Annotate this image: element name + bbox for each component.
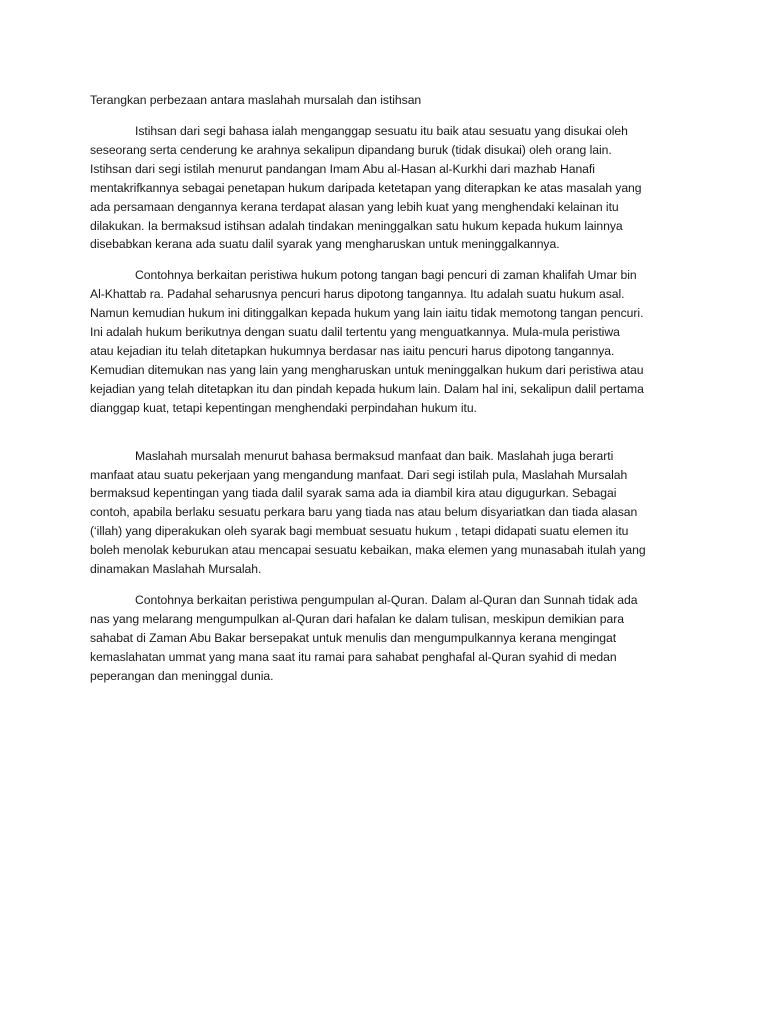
- text-line: Maslahah mursalah menurut bahasa bermaksud manfaat dan baik. Maslahah juga berarti: [135, 448, 614, 463]
- text-line: peperangan dan meninggal dunia.: [90, 668, 274, 683]
- text-line: Namun kemudian hukum ini ditinggalkan kepada hukum yang lain iaitu tidak memotong tangan pencuri.: [90, 306, 644, 321]
- text-line: Contohnya berkaitan peristiwa pengumpulan al-Quran. Dalam al-Quran dan Sunnah tidak ada: [135, 592, 638, 607]
- paragraph-maslahah-example: [90, 591, 682, 686]
- text-line: Istihsan dari segi bahasa ialah menganggap sesuatu itu baik atau sesuatu yang disukai oleh: [135, 124, 628, 138]
- text-line: manfaat atau suatu pekerjaan yang mengandung manfaat. Dari segi istilah pula, Maslahah Mursalah: [90, 467, 628, 482]
- paragraph-istihsan-definition: [90, 122, 682, 254]
- text-line: dinamakan Maslahah Mursalah.: [90, 562, 262, 577]
- text-line: seseorang serta cenderung ke arahnya sekalipun dipandang buruk (tidak disukai) oleh orang lain.: [90, 142, 612, 157]
- text-line: bermaksud kepentingan yang tiada dalil syarak sama ada ia diambil kira atau digugurkan. Sebagai: [90, 486, 617, 501]
- text-line: Ini adalah hukum berikutnya dengan suatu dalil tertentu yang menguatkannya. Mula-mula peristiwa: [90, 325, 620, 340]
- text-line: Kemudian ditemukan nas yang lain yang mengharuskan untuk meninggalkan hukum dari peristiwa atau: [90, 362, 644, 377]
- text-line: sahabat di Zaman Abu Bakar bersepakat untuk menulis dan mengumpulkannya kerana mengingat: [90, 630, 617, 645]
- text-line: atau kejadian itu telah ditetapkan hukumnya berdasar nas iaitu pencuri harus dipotong tangannya.: [90, 343, 615, 358]
- text-line: (‘illah) yang diperakukan oleh syarak bagi membuat sesuatu hukum , tetapi didapati suatu elemen itu: [90, 524, 629, 539]
- paragraph-maslahah-definition: [90, 447, 682, 579]
- text-line: Contohnya berkaitan peristiwa hukum potong tangan bagi pencuri di zaman khalifah Umar bin: [135, 268, 637, 283]
- text-line: ada persamaan dengannya kerana terdapat alasan yang lebih kuat yang menghendaki kelainan itu: [90, 199, 619, 214]
- text-line: boleh menolak keburukan atau mencapai sesuatu kebaikan, maka elemen yang munasabah itulah yang: [90, 543, 646, 558]
- text-line: disebabkan kerana ada suatu dalil syarak yang mengharuskan untuk meninggalkannya.: [90, 237, 560, 252]
- text-line: Al-Khattab ra. Padahal seharusnya pencuri harus dipotong tangannya. Itu adalah suatu hukum asal.: [90, 287, 625, 302]
- text-line: dianggap kuat, tetapi kepentingan menghendaki perpindahan hukum itu.: [90, 400, 477, 415]
- text-line: dilakukan. Ia bermaksud istihsan adalah tindakan meninggalkan satu hukum kepada hukum lainnya: [90, 218, 623, 233]
- paragraph-istihsan-example: [90, 266, 682, 417]
- text-line: contoh, apabila berlaku sesuatu perkara baru yang tiada nas atau belum disyariatkan dan tiada alasan: [90, 505, 638, 520]
- text-line: mentakrifkannya sebagai penetapan hukum daripada ketetapan yang diterapkan ke atas masalah yang: [90, 180, 642, 195]
- text-line: kemaslahatan ummat yang mana saat itu ramai para sahabat penghafal al-Quran syahid di medan: [90, 649, 617, 664]
- text-line: nas yang melarang mengumpulkan al-Quran dari hafalan ke dalam tulisan, meskipun demikian para: [90, 611, 624, 626]
- document-body: [90, 91, 682, 685]
- text-line: kejadian yang telah ditetapkan itu dan pindah kepada hukum lain. Dalam hal ini, sekalipun dalil pertama: [90, 381, 644, 396]
- text-line: Istihsan dari segi istilah menurut pandangan Imam Abu al-Hasan al-Kurkhi dari mazhab Hanafi: [90, 161, 595, 176]
- document-title: Terangkan perbezaan antara maslahah mursalah dan istihsan: [90, 93, 422, 107]
